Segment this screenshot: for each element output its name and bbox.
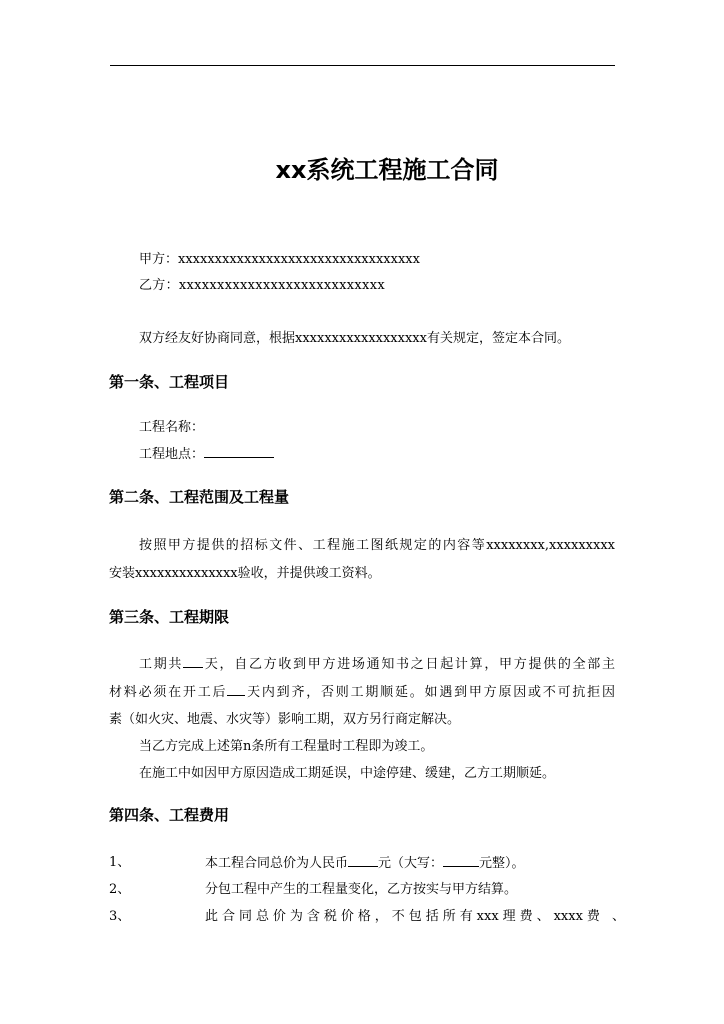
article-2-line-2: 安装xxxxxxxxxxxxxx验收，并提供竣工资料。 bbox=[109, 566, 381, 581]
party-b: 乙方：xxxxxxxxxxxxxxxxxxxxxxxxxxx bbox=[139, 278, 385, 293]
price-in-words-blank bbox=[443, 855, 479, 867]
article-3-line-5: 在施工中如因甲方原因造成工期延误，中途停建、缓建，乙方工期顺延。 bbox=[139, 766, 556, 781]
article-3-heading: 第三条、工程期限 bbox=[109, 608, 230, 626]
article-3-line-1: 工期共 天，自乙方收到甲方进场通知书之日起计算，甲方提供的全部主 bbox=[139, 657, 615, 672]
project-name-label: 工程名称： bbox=[139, 420, 205, 435]
total-price-blank bbox=[348, 855, 378, 867]
party-a: 甲方：xxxxxxxxxxxxxxxxxxxxxxxxxxxxxxxxx bbox=[139, 252, 420, 267]
document-title: xx系统工程施工合同 bbox=[275, 156, 499, 184]
fee-item-1-text: 本工程合同总价为人民币 元（大写： 元整）。 bbox=[205, 856, 525, 871]
article-3-line-3: 素（如火灾、地震、水灾等）影响工期，双方另行商定解决。 bbox=[109, 712, 461, 727]
fee-item-3-text: 此合同总价为含税价格，不包括所有xxx理费、xxxx费 、 bbox=[205, 909, 625, 924]
project-location-blank bbox=[204, 446, 274, 458]
project-location-label: 工程地点： bbox=[139, 447, 205, 462]
duration-days-blank bbox=[183, 656, 203, 668]
project-location-field bbox=[139, 446, 274, 463]
article-3-line-4: 当乙方完成上述第n条所有工程量时工程即为竣工。 bbox=[139, 739, 434, 754]
article-1-heading: 第一条、工程项目 bbox=[109, 373, 230, 391]
article-2-line-1: 按照甲方提供的招标文件、工程施工图纸规定的内容等xxxxxxxx,xxxxxxxxx bbox=[139, 538, 615, 553]
fee-item-2-number: 2、 bbox=[109, 882, 131, 897]
fee-item-3-number: 3、 bbox=[109, 909, 131, 924]
article-2-heading: 第二条、工程范围及工程量 bbox=[109, 488, 290, 506]
article-4-heading: 第四条、工程费用 bbox=[109, 806, 230, 824]
materials-days-blank bbox=[227, 684, 245, 696]
article-3-line-2: 材料必须在开工后 天内到齐，否则工期顺延。如遇到甲方原因或不可抗拒因 bbox=[109, 685, 615, 700]
fee-item-2-text: 分包工程中产生的工程量变化，乙方按实与甲方结算。 bbox=[205, 882, 518, 897]
header-rule bbox=[110, 65, 615, 66]
intro-paragraph: 双方经友好协商同意，根据xxxxxxxxxxxxxxxxxx有关规定，签定本合同。 bbox=[139, 331, 570, 346]
fee-item-1-number: 1、 bbox=[109, 855, 131, 870]
